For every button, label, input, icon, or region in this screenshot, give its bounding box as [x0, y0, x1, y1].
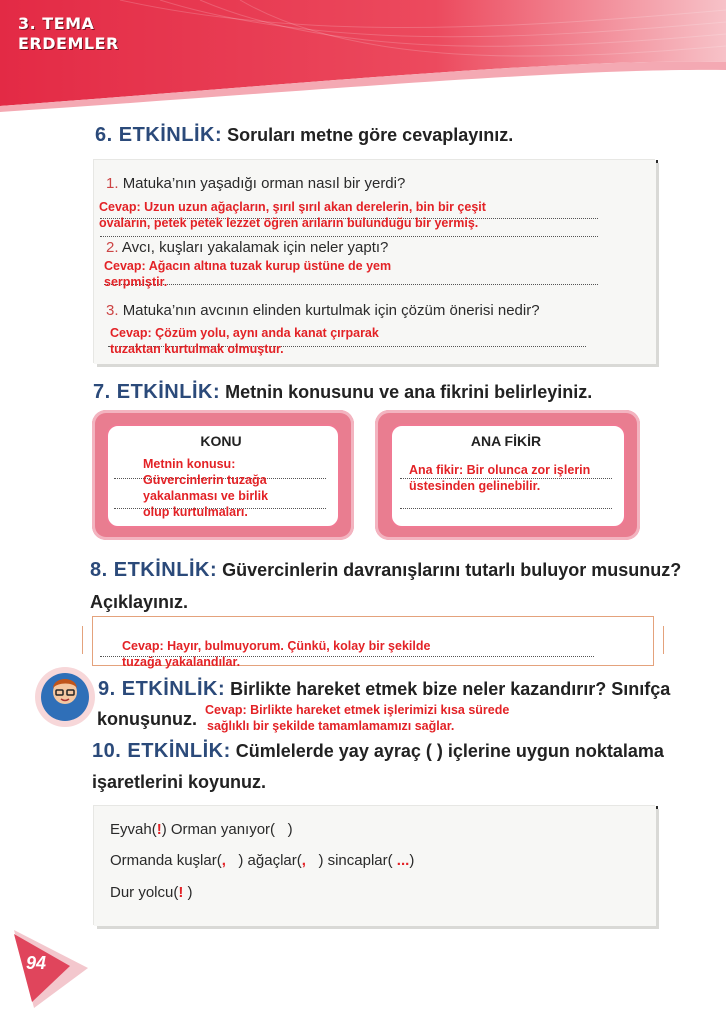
sentence-1: Eyvah(!) Orman yanıyor( ): [110, 821, 293, 838]
konu-answer: Metnin konusu: Güvercinlerin tuzağa yakalanması ve birlik olup kurtulmaları.: [143, 457, 269, 519]
activity-8-instruction: Güvercinlerin davranışlarını tutarlı buluyor musunuz?: [222, 560, 682, 580]
activity-10-title: [92, 740, 664, 763]
answer-2: Cevap: Ağacın altına tuzak kurup üstüne de yem serpmiştir.: [104, 259, 392, 289]
activity-10-instruction: Cümlelerde yay ayraç ( ) içlerine uygun noktalama: [235, 741, 664, 761]
question-1: 1. Matuka’nın yaşadığı orman nasıl bir yerdi?: [106, 175, 406, 192]
activity-9-title: [98, 678, 670, 701]
answer-mark: ,: [221, 852, 226, 869]
answer-3: Cevap: Çözüm yolu, aynı anda kanat çırparak tuzaktan kurtulmak olmuştur.: [110, 326, 379, 356]
answer-mark: !: [156, 821, 162, 838]
activity-8-title: [90, 559, 681, 582]
sentence-3: Dur yolcu(! ): [110, 884, 193, 901]
activity-7-instruction: Metnin konusunu ve ana fikrini belirleyiniz.: [225, 382, 593, 402]
activity-9-instruction-2: konuşunuz.: [97, 709, 197, 729]
anafikir-answer: Ana fikir: Bir olunca zor işlerin üstesinden gelinebilir.: [409, 463, 591, 493]
answer-1: Cevap: Uzun uzun ağaçların, şırıl şırıl akan derelerin, bin bir çeşit ovaların, petek petek lezzet öğren arıların bulunduğu bir yermiş.: [99, 200, 486, 230]
activity-9-instruction: Birlikte hareket etmek bize neler kazandırır? Sınıfça: [230, 679, 671, 699]
activity-10-instruction-2: işaretlerini koyunuz.: [92, 772, 267, 792]
page-number: 94: [26, 953, 47, 973]
activity-8-answer: Cevap: Hayır, bulmuyorum. Çünkü, kolay bir şekilde tuzağa yakalandılar.: [122, 639, 431, 669]
answer-mark: ...: [396, 852, 410, 869]
activity-8-label: 8. ETKİNLİK:: [90, 559, 218, 581]
answer-mark: ,: [301, 852, 306, 869]
anafikir-title: ANA FİKİR: [470, 433, 542, 449]
theme-name: ERDEMLER: [18, 34, 119, 53]
activity-7-title: [93, 381, 592, 404]
question-2: 2. Avcı, kuşları yakalamak için neler yaptı?: [106, 239, 389, 256]
activity-6-title: [95, 124, 513, 147]
activity-6-instruction: Soruları metne göre cevaplayınız.: [227, 125, 514, 145]
theme-number: 3. TEMA: [18, 14, 95, 33]
page-corner-shape: [10, 926, 90, 1010]
activity-10-label: 10. ETKİNLİK:: [92, 740, 231, 762]
activity-7-label: 7. ETKİNLİK:: [93, 381, 221, 403]
theme-title: [18, 14, 119, 54]
question-3: 3. Matuka’nın avcının elinden kurtulmak için çözüm önerisi nedir?: [106, 302, 540, 319]
answer-mark: !: [178, 884, 184, 901]
activity-6-label: 6. ETKİNLİK:: [95, 124, 223, 146]
answer-line: [100, 236, 598, 237]
answer-line: [400, 508, 612, 509]
activity-9-answer: Cevap: Birlikte hareket etmek işlerimizi kısa sürede sağlıklı bir şekilde tamamlamamızı sağlar.: [205, 703, 510, 733]
sentence-2: Ormanda kuşlar(, ) ağaçlar(, ) sincaplar( ...): [110, 852, 415, 869]
activity-9-label: 9. ETKİNLİK:: [98, 678, 226, 700]
konu-title: KONU: [200, 433, 242, 449]
activity-8-instruction-2: Açıklayınız.: [90, 592, 189, 612]
student-avatar-icon: [34, 666, 96, 728]
